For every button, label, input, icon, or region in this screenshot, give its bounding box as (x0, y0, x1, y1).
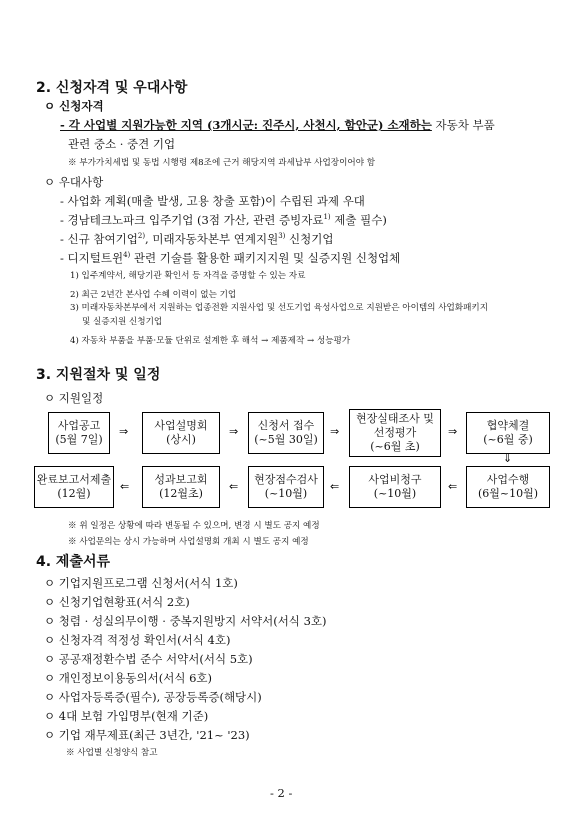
step-execution: 사업수행 (6월~10월) (466, 466, 550, 508)
arrow-left-icon: ⇐ (330, 480, 340, 493)
step-agreement: 협약체결 (~6월 중) (466, 412, 550, 454)
step-site-check: 현장점수검사 (~10월) (248, 466, 324, 508)
footnote-3-cont: 및 실증지원 신청기업 (82, 317, 163, 327)
footnote-2: 2) 최근 2년간 본사업 수혜 이력이 없는 기업 (70, 290, 237, 300)
step-results-meeting: 성과보고회 (12월초) (142, 466, 220, 508)
section-2-title: 2. 신청자격 및 우대사항 (36, 80, 188, 96)
preference-item-4: - 디지털트윈$^{4)}$ 관련 기술를 활용한 패키지지원 및 실증지원 신청업체 (60, 251, 401, 265)
arrow-right-icon: ⇒ (330, 425, 340, 438)
document-item: ㅇ 신청자격 적정성 확인서(서식 4호) (44, 633, 231, 647)
step-inspection: 현장실태조사 및 선정평가 (~6월 초) (349, 409, 441, 457)
step-final-report: 완료보고서제출 (12월) (34, 466, 114, 508)
step-cost-claim: 사업비청구 (~10월) (349, 466, 441, 508)
arrow-left-icon: ⇐ (120, 480, 130, 493)
footnote-4: 4) 자동차 부품을 부품·모듈 단위로 설계한 후 해석 → 제품제작 → 성능평가 (70, 336, 351, 346)
document-item: ㅇ 사업자등록증(필수), 공장등록증(해당시) (44, 690, 262, 704)
schedule-note-1: ※ 위 일정은 상황에 따라 변동될 수 있으며, 변경 시 별도 공지 예정 (68, 521, 320, 531)
document-item: ㅇ 기업 재무제표(최근 3년간, '21~ '23) (44, 728, 250, 742)
eligibility-rest: 자동차 부품 (431, 118, 495, 132)
document-item: ㅇ 기업지원프로그램 신청서(서식 1호) (44, 576, 238, 590)
preference-item-2: - 경남테크노파크 입주기업 (3점 가산, 관련 증빙자료$^{1)}$ 제출 필수) (60, 213, 387, 227)
documents-note: ※ 사업별 신청양식 참고 (66, 748, 158, 758)
arrow-left-icon: ⇐ (229, 480, 239, 493)
step-application: 신청서 접수 (~5월 30일) (248, 412, 324, 454)
eligibility-text (60, 117, 495, 133)
arrow-right-icon: ⇒ (229, 425, 239, 438)
step-briefing: 사업설명회 (상시) (142, 412, 220, 454)
arrow-right-icon: ⇒ (448, 425, 458, 438)
schedule-header: ㅇ 지원일정 (44, 391, 104, 405)
preference-item-3: - 신규 참여기업$^{2)}$, 미래자동차본부 연계지원$^{3)}$ 신청기업 (60, 232, 334, 246)
document-item: ㅇ 공공재정환수법 준수 서약서(서식 5호) (44, 652, 253, 666)
section-3-title: 3. 지원절차 및 일정 (36, 367, 161, 383)
document-item: ㅇ 4대 보험 가입명부(현재 기준) (44, 709, 209, 723)
section-4-title: 4. 제출서류 (36, 554, 111, 570)
preference-header: ㅇ 우대사항 (44, 175, 104, 189)
footnote-3: 3) 미래자동차본부에서 지원하는 업종전환 지원사업 및 선도기업 육성사업으로 지원받은 아이템의 사업화패키지 (70, 303, 489, 313)
eligibility-emphasis: - 각 사업별 지원가능한 지역 (3개시군: 진주시, 사천시, 함안군) 소재하는 (60, 118, 432, 132)
eligibility-note: ※ 부가가치세법 및 동법 시행령 제8조에 근거 해당지역 과세납부 사업장이어야 함 (68, 158, 376, 168)
document-item: ㅇ 청렴 · 성실의무이행 · 중복지원방지 서약서(서식 3호) (44, 614, 327, 628)
step-announcement: 사업공고 (5월 7일) (48, 412, 110, 454)
page-number: - 2 - (270, 786, 293, 800)
document-item: ㅇ 개인정보이용동의서(서식 6호) (44, 671, 213, 685)
preference-item-1: - 사업화 계획(매출 발생, 고용 창출 포함)이 수립된 과제 우대 (60, 194, 365, 208)
arrow-right-icon: ⇒ (119, 425, 129, 438)
schedule-note-2: ※ 사업문의는 상시 가능하며 사업설명회 개최 시 별도 공지 예정 (68, 537, 309, 547)
eligibility-header: ㅇ 신청자격 (44, 99, 104, 113)
document-item: ㅇ 신청기업현황표(서식 2호) (44, 595, 190, 609)
arrow-left-icon: ⇐ (448, 480, 458, 493)
footnote-1: 1) 입주계약서, 해당기관 확인서 등 자격을 증명할 수 있는 자료 (70, 271, 306, 281)
arrow-down-icon: ⇓ (503, 452, 513, 465)
eligibility-line2: 관련 중소 · 중견 기업 (68, 137, 176, 151)
